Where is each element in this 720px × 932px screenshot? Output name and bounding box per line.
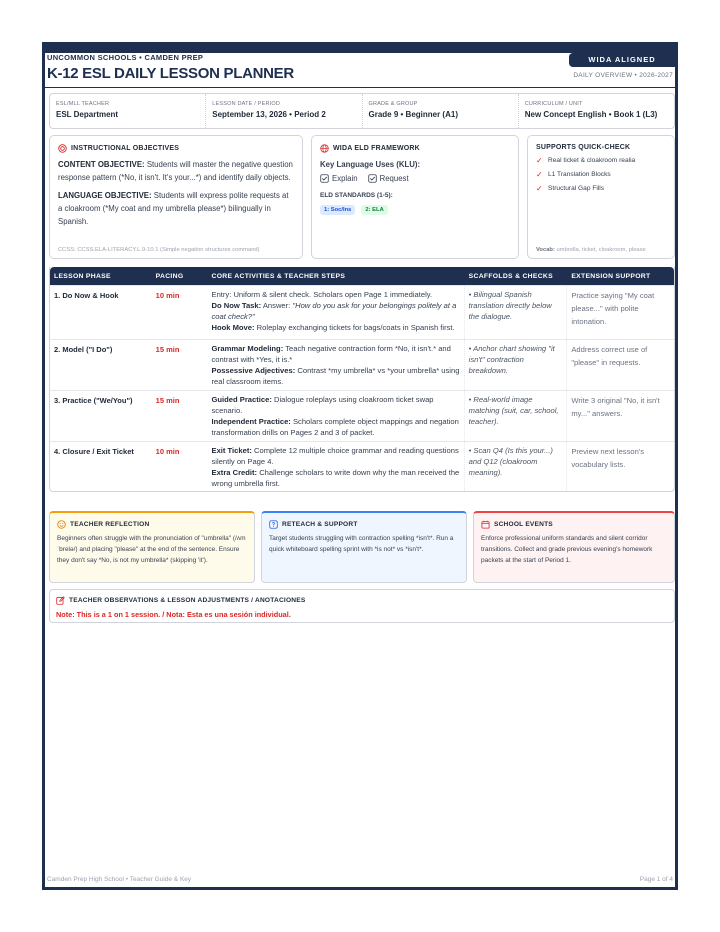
pacing-cell: 10 min bbox=[155, 291, 180, 300]
activities-cell bbox=[208, 391, 465, 441]
support-item-label: Structural Gap Fills bbox=[548, 185, 605, 192]
reflection-heading-text: TEACHER REFLECTION bbox=[70, 521, 150, 528]
scaffold-cell: • Bilingual Spanish translation directly below the dialogue. bbox=[465, 286, 568, 339]
activity-text: Complete 12 multiple choice grammar and reading questions silently on Page 4. bbox=[211, 446, 459, 466]
activities-cell bbox=[208, 340, 465, 390]
checkmark-icon: ✓ bbox=[536, 184, 543, 193]
reteach-support-card bbox=[261, 511, 467, 583]
content-objective-text: Students will master the negative question response pattern (*No, it isn't. It's your...*) and identify daily objects. bbox=[58, 160, 293, 182]
events-heading bbox=[481, 520, 667, 529]
info-date bbox=[205, 94, 361, 128]
activity-label: Possessive Adjectives: bbox=[211, 366, 296, 375]
extension-cell: Address correct use of "please" in requests. bbox=[571, 345, 648, 367]
target-icon bbox=[58, 144, 67, 153]
activity-label: Exit Ticket: bbox=[211, 446, 252, 455]
help-circle-icon bbox=[269, 520, 278, 529]
eld-chip: 1: Soc/Ins bbox=[320, 205, 355, 215]
table-row bbox=[50, 339, 674, 390]
calendar-icon bbox=[481, 520, 490, 529]
content-objective bbox=[58, 158, 294, 184]
pacing-cell: 10 min bbox=[155, 447, 180, 456]
page-title: K-12 ESL DAILY LESSON PLANNER bbox=[47, 65, 294, 82]
observations-note: Note: This is a 1 on 1 session. / Nota: Esta es una sesión individual. bbox=[56, 610, 291, 619]
activity-text: Roleplay exchanging tickets for bags/coats in Spanish first. bbox=[256, 323, 455, 332]
observations-heading bbox=[56, 596, 668, 605]
lesson-table bbox=[49, 267, 675, 492]
checkbox-checked-icon bbox=[368, 174, 377, 183]
table-header bbox=[50, 267, 674, 285]
support-item bbox=[536, 170, 666, 179]
info-label: ESL/MLL TEACHER bbox=[56, 101, 110, 107]
info-value: Grade 9 • Beginner (A1) bbox=[368, 110, 458, 119]
wida-card bbox=[311, 135, 519, 259]
activity-text: Dialogue roleplays using cloakroom ticket swap scenario. bbox=[211, 395, 434, 415]
column-header-phase: LESSON PHASE bbox=[54, 272, 111, 280]
pacing-cell: 15 min bbox=[155, 345, 180, 354]
activity-text: Contrast *my umbrella* vs *your umbrella* using real classroom items. bbox=[211, 366, 460, 386]
activities-cell bbox=[208, 442, 465, 491]
support-item bbox=[536, 184, 666, 193]
events-heading-text: SCHOOL EVENTS bbox=[494, 521, 553, 528]
lesson-info-bar bbox=[49, 93, 675, 129]
vocab-line bbox=[536, 247, 646, 253]
content-objective-label: CONTENT OBJECTIVE: bbox=[58, 160, 145, 169]
activity-line: Entry: Uniform & silent check. Scholars open Page 1 immediately. bbox=[211, 290, 433, 299]
info-value: September 13, 2026 • Period 2 bbox=[212, 110, 326, 119]
wida-badge: WIDA ALIGNED bbox=[569, 53, 675, 67]
activity-line bbox=[212, 394, 460, 416]
vocab-list: umbrella, ticket, cloakroom, please bbox=[556, 247, 646, 253]
reflection-text: Beginners often struggle with the pronunciation of "umbrella" (/ʌmˈbrelə/) and placing "please" at the end of the sentence. Ensure they don't say *No, is not my umbrella* (skipping 'it'). bbox=[57, 535, 246, 564]
extension-cell: Write 3 original "No, it isn't my..." answers. bbox=[571, 396, 660, 418]
scaffold-cell: • Scan Q4 (Is this your...) and Q12 (cloakroom meaning). bbox=[465, 442, 568, 491]
edit-icon bbox=[56, 596, 65, 605]
klu-explain bbox=[320, 174, 358, 183]
header-subtitle: DAILY OVERVIEW • 2026-2027 bbox=[573, 72, 673, 79]
activity-line bbox=[212, 445, 460, 467]
scaffold-cell: • Real-world image matching (suit, car, school, teacher). bbox=[465, 391, 568, 441]
header-kicker: UNCOMMON SCHOOLS • CAMDEN PREP bbox=[47, 53, 204, 62]
page-frame bbox=[42, 42, 678, 890]
eld-chip: 2: ELA bbox=[361, 205, 387, 215]
language-objective-text: Students will express polite requests at a cloakroom (*My coat and my umbrella please*) bilingually in Spanish. bbox=[58, 191, 289, 226]
info-label: LESSON DATE / PERIOD bbox=[212, 101, 281, 107]
klu-list bbox=[320, 174, 510, 183]
activity-text: Answer: bbox=[262, 301, 293, 310]
info-grade bbox=[362, 94, 518, 128]
globe-icon bbox=[320, 144, 329, 153]
supports-heading: SUPPORTS QUICK-CHECK bbox=[536, 144, 631, 151]
scaffold-cell: • Anchor chart showing "it isn't" contraction breakdown. bbox=[465, 340, 568, 390]
activity-italic: "How do you ask for your belongings politely at a coat check?" bbox=[211, 301, 457, 321]
klu-item-label: Explain bbox=[332, 174, 358, 183]
info-value: New Concept English • Book 1 (L3) bbox=[524, 110, 658, 119]
reteach-text: Target students struggling with contraction spelling *isn't*. Run a quick whiteboard spelling sprint with *is not* vs *isn't*. bbox=[269, 535, 454, 553]
supports-card bbox=[527, 135, 675, 259]
observations-heading-text: TEACHER OBSERVATIONS & LESSON ADJUSTMENTS / ANOTACIONES bbox=[69, 597, 306, 604]
observations-box[interactable] bbox=[49, 589, 675, 623]
info-label: GRADE & GROUP bbox=[368, 101, 418, 107]
activity-line bbox=[212, 300, 460, 322]
activity-line bbox=[212, 365, 460, 387]
objectives-card bbox=[49, 135, 303, 259]
pacing-cell: 15 min bbox=[155, 396, 180, 405]
events-text: Enforce professional uniform standards and silent corridor transitions. Collect and grade previous evening's homework packets at the start of Period 1. bbox=[481, 535, 653, 564]
table-row bbox=[50, 285, 674, 339]
eld-chips bbox=[320, 205, 510, 215]
reteach-heading bbox=[269, 520, 459, 529]
info-label: CURRICULUM / UNIT bbox=[524, 101, 583, 107]
column-header-pacing: PACING bbox=[155, 272, 184, 280]
activity-line bbox=[212, 416, 460, 438]
klu-request bbox=[368, 174, 409, 183]
activity-label: Independent Practice: bbox=[211, 417, 291, 426]
table-row bbox=[50, 441, 674, 491]
reflection-heading bbox=[57, 520, 247, 529]
language-objective-label: LANGUAGE OBJECTIVE: bbox=[58, 191, 152, 200]
column-header-scaffolds: SCAFFOLDS & CHECKS bbox=[468, 272, 553, 280]
phase-cell: 1. Do Now & Hook bbox=[54, 291, 119, 300]
column-header-extension: EXTENSION SUPPORT bbox=[571, 272, 651, 280]
klu-label: Key Language Uses (KLU): bbox=[320, 160, 421, 169]
footer-school: Camden Prep High School • Teacher Guide & Key bbox=[47, 876, 192, 883]
activity-label: Do Now Task: bbox=[211, 301, 262, 310]
support-item-label: L1 Translation Blocks bbox=[548, 171, 611, 178]
info-curriculum bbox=[518, 94, 674, 128]
table-row bbox=[50, 390, 674, 441]
info-value: ESL Department bbox=[56, 110, 119, 119]
activity-text: Teach negative contraction form *No, it isn't.* and contrast with *Yes, it is.* bbox=[211, 344, 451, 364]
support-item bbox=[536, 156, 666, 165]
phase-cell: 2. Model ("I Do") bbox=[54, 345, 113, 354]
title-divider bbox=[45, 87, 675, 88]
objectives-heading-text: INSTRUCTIONAL OBJECTIVES bbox=[71, 145, 180, 152]
klu-item-label: Request bbox=[379, 174, 409, 183]
support-item-label: Real ticket & cloakroom realia bbox=[548, 157, 636, 164]
checkmark-icon: ✓ bbox=[536, 170, 543, 179]
language-objective bbox=[58, 189, 294, 228]
info-teacher bbox=[50, 94, 205, 128]
activity-line bbox=[212, 467, 460, 489]
ccss-standard: CCSS: CCSS.ELA-LITERACY.L.9-10.1 (Simple negation structures command) bbox=[58, 247, 260, 253]
wida-heading-text: WIDA ELD FRAMEWORK bbox=[333, 145, 420, 152]
column-header-activities: CORE ACTIVITIES & TEACHER STEPS bbox=[211, 272, 346, 280]
top-bar bbox=[45, 45, 675, 53]
school-events-card bbox=[473, 511, 675, 583]
extension-cell: Preview next lesson's vocabulary lists. bbox=[571, 447, 645, 469]
activity-label: Grammar Modeling: bbox=[211, 344, 284, 353]
objectives-heading bbox=[58, 144, 294, 153]
wida-heading bbox=[320, 144, 510, 153]
checkmark-icon: ✓ bbox=[536, 156, 543, 165]
activity-line bbox=[212, 322, 460, 333]
activity-text: Scholars complete object mappings and negation transformation drills on Pages 2 and 3 of packet. bbox=[211, 417, 459, 437]
vocab-label: Vocab: bbox=[536, 247, 555, 253]
extension-cell: Practice saying "My coat please..." with polite intonation. bbox=[571, 291, 655, 326]
activity-line bbox=[212, 343, 460, 365]
phase-cell: 3. Practice ("We/You") bbox=[54, 396, 133, 405]
eld-standards-label: ELD STANDARDS (1-5): bbox=[320, 192, 393, 199]
teacher-reflection-card bbox=[49, 511, 255, 583]
footer-page-number: Page 1 of 4 bbox=[639, 876, 673, 883]
smile-icon bbox=[57, 520, 66, 529]
reteach-heading-text: RETEACH & SUPPORT bbox=[282, 521, 358, 528]
checkbox-checked-icon bbox=[320, 174, 329, 183]
activity-text: Challenge scholars to write down why the man received the wrong umbrella first. bbox=[211, 468, 460, 488]
activity-label: Extra Credit: bbox=[211, 468, 258, 477]
phase-cell: 4. Closure / Exit Ticket bbox=[54, 447, 134, 456]
activity-label: Guided Practice: bbox=[211, 395, 272, 404]
activity-label: Hook Move: bbox=[211, 323, 255, 332]
activities-cell bbox=[208, 286, 465, 339]
